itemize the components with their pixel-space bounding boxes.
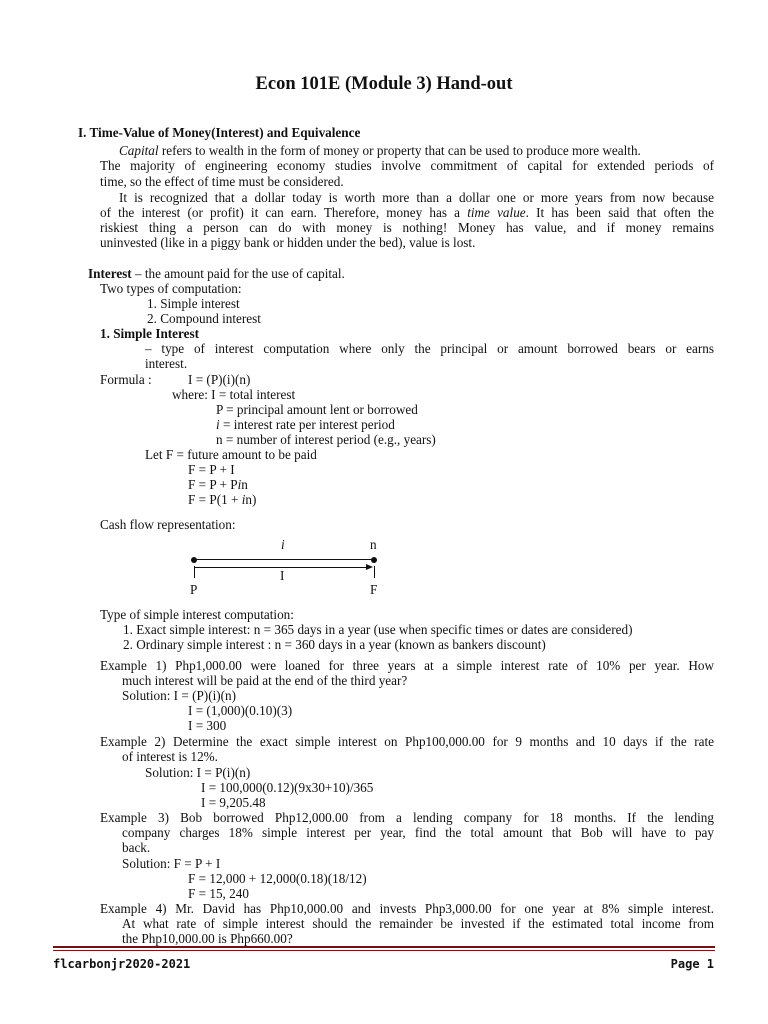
footer-rule-thin — [53, 950, 715, 951]
cashflow-label: Cash flow representation: — [100, 517, 236, 532]
example-2-text: of interest is 12%. — [122, 749, 218, 764]
example-2-solution: I = 100,000(0.12)(9x30+10)/365 — [201, 780, 374, 795]
example-4-text: Example 4) Mr. David has Php10,000.00 and invests Php3,000.00 for one year at 8% simple interest. — [100, 901, 714, 916]
example-3-solution: Solution: F = P + I — [122, 856, 221, 871]
paragraph-line: Capital refers to wealth in the form of money or property that can be used to produce more wealth. — [119, 143, 641, 158]
interest-definition: Interest – the amount paid for the use of capital. — [88, 266, 345, 281]
types-intro: Type of simple interest computation: — [100, 607, 294, 622]
formula-where: where: I = total interest — [172, 387, 296, 402]
capital-term: Capital — [119, 143, 159, 158]
list-item: 1. Exact simple interest: n = 365 days in a year (use when specific times or dates are considered) — [123, 622, 633, 637]
cashflow-i-label: i — [281, 537, 285, 552]
types-intro: Two types of computation: — [100, 281, 242, 296]
example-4-text: the Php10,000.00 is Php660.00? — [122, 931, 293, 946]
paragraph-line: The majority of engineering economy studies involve commitment of capital for extended periods of — [100, 158, 714, 173]
paragraph-line: It is recognized that a dollar today is worth more than a dollar one or more years from now because — [119, 190, 714, 205]
formula-definition: P = principal amount lent or borrowed — [216, 402, 418, 417]
formula: I = (P)(i)(n) — [188, 372, 251, 387]
section-heading: I. Time-Value of Money(Interest) and Equivalence — [78, 125, 361, 140]
example-1-text: Example 1) Php1,000.00 were loaned for three years at a simple interest rate of 10% per year. How — [100, 658, 714, 673]
example-1-solution: I = (1,000)(0.10)(3) — [188, 703, 293, 718]
cashflow-end-point — [371, 557, 377, 563]
example-3-solution: F = 12,000 + 12,000(0.18)(18/12) — [188, 871, 367, 886]
cashflow-interest-label: I — [280, 568, 285, 583]
equation: F = P(1 + in) — [188, 492, 257, 507]
example-1-text: much interest will be paid at the end of the third year? — [122, 673, 408, 688]
paragraph-line: uninvested (like in a piggy bank or hidden under the bed), value is lost. — [100, 235, 476, 250]
example-3-solution: F = 15, 240 — [188, 886, 249, 901]
equation: F = P + Pin — [188, 477, 248, 492]
cashflow-p-label: P — [190, 582, 198, 597]
example-2-solution: Solution: I = P(i)(n) — [145, 765, 251, 780]
example-3-text: Example 3) Bob borrowed Php12,000.00 from a lending company for 18 months. If the lending — [100, 810, 714, 825]
example-4-text: At what rate of simple interest should the remainder be invested if the estimated total income from — [122, 916, 714, 931]
formula-definition: n = number of interest period (e.g., years) — [216, 432, 436, 447]
example-2-solution: I = 9,205.48 — [201, 795, 266, 810]
future-amount-line: Let F = future amount to be paid — [145, 447, 317, 462]
equation: F = P + I — [188, 462, 235, 477]
footer-author: flcarbonjr2020-2021 — [53, 957, 191, 971]
cashflow-arrowhead-icon — [366, 564, 373, 570]
paragraph-line: of the interest (or profit) it can earn. Therefore, money has a time value. It has been said that often the — [100, 205, 714, 220]
simple-interest-definition: – type of interest computation where only the principal or amount borrowed bears or earns — [145, 341, 714, 356]
formula-label: Formula : — [100, 372, 152, 387]
example-3-text: company charges 18% simple interest per year, find the total amount that Bob will have to pay — [122, 825, 714, 840]
paragraph-line: riskiest thing a person can do with money is nothing! Money has value, and if money remains — [100, 220, 714, 235]
cashflow-n-label: n — [370, 537, 377, 552]
example-2-text: Example 2) Determine the exact simple interest on Php100,000.00 for 9 months and 10 days if the rate — [100, 734, 714, 749]
cashflow-timeline — [194, 559, 374, 560]
example-1-solution: I = 300 — [188, 718, 227, 733]
cashflow-start-point — [191, 557, 197, 563]
example-1-solution: Solution: I = (P)(i)(n) — [122, 688, 237, 703]
formula-definition: i = interest rate per interest period — [216, 417, 395, 432]
cashflow-f-label: F — [370, 582, 378, 597]
cashflow-f-tick — [374, 566, 375, 578]
simple-interest-heading: 1. Simple Interest — [100, 326, 200, 341]
example-3-text: back. — [122, 840, 151, 855]
list-item: 2. Ordinary simple interest : n = 360 days in a year (known as bankers discount) — [123, 637, 546, 652]
simple-interest-definition: interest. — [145, 356, 188, 371]
cashflow-p-tick — [194, 566, 195, 578]
list-item: 2. Compound interest — [147, 311, 261, 326]
page-title: Econ 101E (Module 3) Hand-out — [255, 74, 513, 94]
footer-rule-thick — [53, 946, 715, 948]
page-number: Page 1 — [670, 957, 714, 971]
list-item: 1. Simple interest — [147, 296, 240, 311]
paragraph-line: time, so the effect of time must be considered. — [100, 174, 344, 189]
